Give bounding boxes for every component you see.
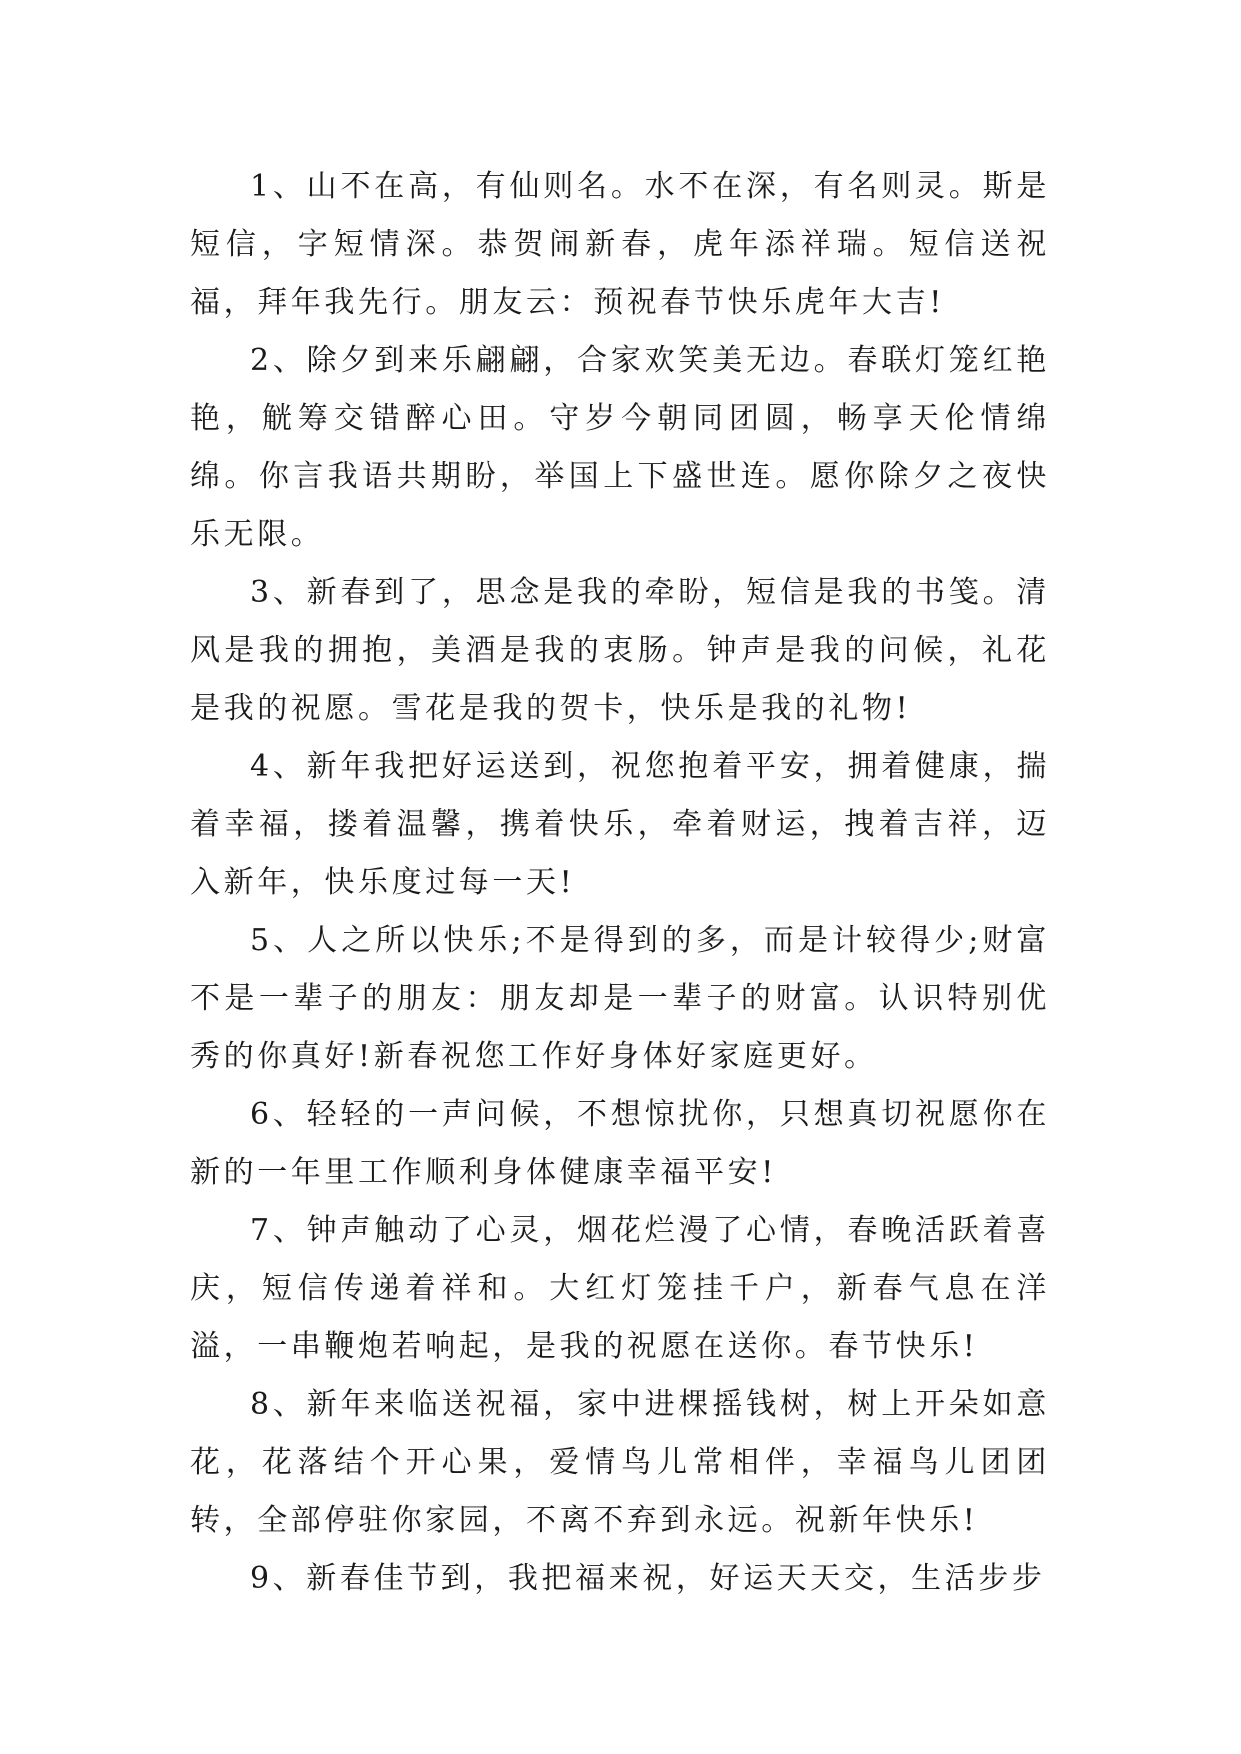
paragraph-1: 1、山不在高，有仙则名。水不在深，有名则灵。斯是短信，字短情深。恭贺闹新春，虎年添祥瑞。短信送祝福，拜年我先行。朋友云：预祝春节快乐虎年大吉! bbox=[190, 169, 1050, 320]
document-body bbox=[190, 158, 1050, 1608]
paragraph-6: 6、轻轻的一声问候，不想惊扰你，只想真切祝愿你在新的一年里工作顺利身体健康幸福平安! bbox=[190, 1097, 1050, 1190]
paragraph-5: 5、人之所以快乐;不是得到的多，而是计较得少;财富不是一辈子的朋友：朋友却是一辈子的财富。认识特别优秀的你真好!新春祝您工作好身体好家庭更好。 bbox=[190, 923, 1050, 1074]
paragraph-2: 2、除夕到来乐翩翩，合家欢笑美无边。春联灯笼红艳艳，觥筹交错醉心田。守岁今朝同团圆，畅享天伦情绵绵。你言我语共期盼，举国上下盛世连。愿你除夕之夜快乐无限。 bbox=[190, 343, 1050, 552]
paragraph-3: 3、新春到了，思念是我的牵盼，短信是我的书笺。清风是我的拥抱，美酒是我的衷肠。钟声是我的问候，礼花是我的祝愿。雪花是我的贺卡，快乐是我的礼物! bbox=[190, 575, 1050, 726]
paragraph-8: 8、新年来临送祝福，家中进棵摇钱树，树上开朵如意花，花落结个开心果，爱情鸟儿常相伴，幸福鸟儿团团转，全部停驻你家园，不离不弃到永远。祝新年快乐! bbox=[190, 1387, 1050, 1538]
paragraph-4: 4、新年我把好运送到，祝您抱着平安，拥着健康，揣着幸福，搂着温馨，携着快乐，牵着财运，拽着吉祥，迈入新年，快乐度过每一天! bbox=[190, 749, 1050, 900]
paragraph-7: 7、钟声触动了心灵，烟花烂漫了心情，春晚活跃着喜庆，短信传递着祥和。大红灯笼挂千户，新春气息在洋溢，一串鞭炮若响起，是我的祝愿在送你。春节快乐! bbox=[190, 1213, 1050, 1364]
paragraph-9: 9、新春佳节到，我把福来祝，好运天天交，生活步步 bbox=[250, 1561, 1046, 1596]
